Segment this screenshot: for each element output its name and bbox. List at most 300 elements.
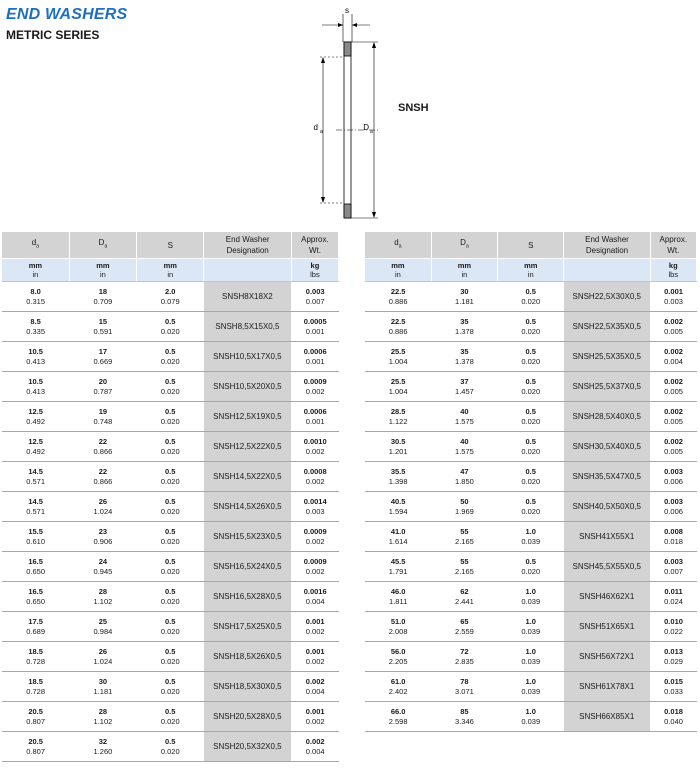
s-cell-primary: 0.5 bbox=[525, 496, 536, 506]
table-row bbox=[2, 312, 339, 342]
D-cell bbox=[431, 432, 497, 462]
washer-top-section bbox=[344, 42, 351, 56]
s-cell-primary: 1.0 bbox=[525, 586, 536, 596]
D-cell bbox=[431, 612, 497, 642]
designation-cell: SNSH40,5X50X0,5 bbox=[564, 492, 650, 522]
designation-cell: SNSH14,5X26X0,5 bbox=[204, 492, 291, 522]
weight-cell-secondary: 0.006 bbox=[664, 476, 683, 486]
weight-cell bbox=[291, 582, 338, 612]
d-cell-secondary: 0.413 bbox=[26, 356, 46, 366]
D-cell bbox=[431, 312, 497, 342]
weight-cell-primary: 0.002 bbox=[664, 406, 683, 416]
s-cell-primary: 0.5 bbox=[525, 376, 536, 386]
designation-cell: SNSH35,5X47X0,5 bbox=[564, 462, 650, 492]
weight-cell-primary: 0.002 bbox=[664, 316, 683, 326]
d-cell bbox=[365, 492, 431, 522]
d-cell-secondary: 1.811 bbox=[389, 596, 408, 606]
d-cell bbox=[2, 432, 69, 462]
s-cell bbox=[498, 312, 564, 342]
d-cell bbox=[365, 522, 431, 552]
table-row bbox=[2, 462, 339, 492]
s-cell bbox=[498, 432, 564, 462]
s-cell-secondary: 0.039 bbox=[521, 716, 541, 726]
col-outer-diameter: $D_a$ bbox=[431, 232, 497, 259]
weight-cell bbox=[650, 372, 696, 402]
s-cell-primary: 0.5 bbox=[525, 556, 536, 566]
D-cell bbox=[431, 672, 497, 702]
weight-cell-primary: 0.0010 bbox=[303, 436, 327, 446]
D-cell-secondary: 3.071 bbox=[455, 686, 474, 696]
weight-cell bbox=[650, 672, 696, 702]
D-cell-secondary: 2.165 bbox=[455, 566, 474, 576]
s-cell-secondary: 0.020 bbox=[160, 746, 180, 756]
designation-cell: SNSH14,5X22X0,5 bbox=[204, 462, 291, 492]
D-cell-primary: 47 bbox=[460, 466, 469, 476]
d-cell-secondary: 0.807 bbox=[26, 716, 46, 726]
D-cell-secondary: 1.024 bbox=[93, 656, 113, 666]
weight-cell bbox=[291, 282, 338, 312]
s-cell-primary: 0.5 bbox=[165, 736, 176, 746]
d-cell bbox=[365, 462, 431, 492]
s-cell-secondary: 0.039 bbox=[521, 656, 541, 666]
weight-cell bbox=[650, 462, 696, 492]
weight-cell bbox=[650, 282, 696, 312]
weight-cell bbox=[650, 342, 696, 372]
table-header-row bbox=[2, 232, 339, 259]
D-cell-primary: 55 bbox=[460, 556, 469, 566]
s-cell-secondary: 0.020 bbox=[160, 656, 180, 666]
d-cell-primary: 45.5 bbox=[390, 556, 406, 566]
d-cell-primary: 18.5 bbox=[28, 646, 43, 656]
table-body bbox=[2, 282, 339, 762]
d-cell bbox=[2, 642, 69, 672]
d-cell-secondary: 1.201 bbox=[388, 446, 408, 456]
Da-dim-label: D bbox=[363, 123, 369, 132]
table-row bbox=[365, 552, 697, 582]
s-cell bbox=[498, 672, 564, 702]
s-cell-secondary: 0.020 bbox=[160, 386, 180, 396]
s-cell-primary: 2.0 bbox=[165, 286, 176, 296]
designation-cell: SNSH25,5X37X0,5 bbox=[564, 372, 650, 402]
D-cell-primary: 55 bbox=[460, 526, 469, 536]
d-cell-primary: 14.5 bbox=[28, 496, 43, 506]
D-cell-secondary: 1.102 bbox=[93, 716, 113, 726]
D-cell-primary: 25 bbox=[98, 616, 108, 626]
s-cell-secondary: 0.020 bbox=[160, 716, 180, 726]
page-subtitle: METRIC SERIES bbox=[6, 28, 100, 42]
d-cell-primary: 12.5 bbox=[28, 436, 43, 446]
d-cell bbox=[2, 342, 69, 372]
weight-cell-secondary: 0.001 bbox=[305, 356, 325, 366]
D-cell-secondary: 1.378 bbox=[455, 356, 474, 366]
col-designation: End Washer Designation bbox=[564, 232, 650, 259]
d-cell bbox=[2, 582, 69, 612]
weight-cell-secondary: 0.002 bbox=[305, 716, 325, 726]
D-cell bbox=[69, 672, 136, 702]
s-cell-primary: 1.0 bbox=[525, 646, 536, 656]
weight-cell-primary: 0.008 bbox=[664, 526, 683, 536]
d-cell-secondary: 0.886 bbox=[388, 326, 408, 336]
weight-cell bbox=[291, 372, 338, 402]
D-cell-secondary: 1.575 bbox=[455, 416, 474, 426]
washer-bottom-section bbox=[344, 204, 351, 218]
weight-cell bbox=[291, 552, 338, 582]
designation-cell: SNSH22,5X30X0,5 bbox=[564, 282, 650, 312]
weight-cell-primary: 0.002 bbox=[305, 736, 325, 746]
d-cell-primary: 30.5 bbox=[390, 436, 406, 446]
d-cell-secondary: 0.610 bbox=[26, 536, 46, 546]
d-cell-secondary: 1.791 bbox=[388, 566, 408, 576]
s-cell-primary: 0.5 bbox=[165, 316, 176, 326]
d-cell-secondary: 0.413 bbox=[26, 386, 46, 396]
s-cell bbox=[498, 372, 564, 402]
D-cell bbox=[69, 492, 136, 522]
s-cell-primary: 0.5 bbox=[165, 496, 176, 506]
d-cell bbox=[365, 642, 431, 672]
D-cell-primary: 65 bbox=[460, 616, 469, 626]
D-cell-secondary: 1.102 bbox=[93, 596, 113, 606]
weight-cell bbox=[291, 432, 338, 462]
weight-cell-primary: 0.0006 bbox=[303, 406, 327, 416]
s-cell bbox=[498, 492, 564, 522]
weight-cell-secondary: 0.040 bbox=[664, 716, 683, 726]
s-cell-secondary: 0.020 bbox=[160, 536, 180, 546]
weight-cell-secondary: 0.024 bbox=[664, 596, 683, 606]
D-cell bbox=[431, 702, 497, 732]
d-cell-primary: 20.5 bbox=[28, 706, 43, 716]
d-cell-primary: 40.5 bbox=[390, 496, 406, 506]
d-cell-primary: 12.5 bbox=[28, 406, 43, 416]
col-outer-diameter: $D_a$ bbox=[69, 232, 136, 259]
s-cell-primary: 0.5 bbox=[165, 376, 176, 386]
table-row bbox=[365, 432, 697, 462]
unit-cell: mm in bbox=[365, 259, 431, 282]
col-thickness: S bbox=[137, 232, 204, 259]
designation-cell: SNSH20,5X32X0,5 bbox=[204, 732, 291, 762]
weight-cell-secondary: 0.001 bbox=[305, 416, 325, 426]
d-cell-secondary: 1.004 bbox=[388, 386, 408, 396]
s-cell-primary: 0.5 bbox=[165, 556, 176, 566]
s-cell bbox=[498, 522, 564, 552]
s-cell-secondary: 0.020 bbox=[160, 476, 180, 486]
table-header-row bbox=[365, 232, 697, 259]
weight-cell-secondary: 0.002 bbox=[305, 476, 325, 486]
s-cell bbox=[498, 342, 564, 372]
s-cell-primary: 1.0 bbox=[525, 616, 536, 626]
s-cell bbox=[498, 402, 564, 432]
d-cell bbox=[365, 282, 431, 312]
d-cell bbox=[2, 372, 69, 402]
col-weight: Approx. Wt. bbox=[650, 232, 696, 259]
weight-cell bbox=[650, 522, 696, 552]
designation-cell: SNSH16,5X24X0,5 bbox=[204, 552, 291, 582]
D-cell-secondary: 2.165 bbox=[455, 536, 474, 546]
D-cell-primary: 26 bbox=[98, 646, 108, 656]
D-cell-secondary: 1.378 bbox=[455, 326, 474, 336]
s-cell-secondary: 0.020 bbox=[521, 356, 541, 366]
table-row bbox=[2, 702, 339, 732]
s-cell bbox=[137, 642, 204, 672]
D-cell-primary: 62 bbox=[460, 586, 469, 596]
s-cell-secondary: 0.020 bbox=[521, 386, 541, 396]
D-cell-primary: 37 bbox=[460, 376, 469, 386]
D-cell-secondary: 0.866 bbox=[93, 446, 113, 456]
D-cell-secondary: 0.748 bbox=[93, 416, 113, 426]
s-cell bbox=[498, 582, 564, 612]
d-cell-secondary: 0.807 bbox=[26, 746, 46, 756]
da-dim-label: d bbox=[313, 123, 318, 132]
table-row bbox=[365, 342, 697, 372]
weight-cell bbox=[291, 462, 338, 492]
weight-cell-secondary: 0.005 bbox=[664, 446, 683, 456]
d-cell-secondary: 0.492 bbox=[26, 446, 46, 456]
d-cell bbox=[365, 432, 431, 462]
s-cell bbox=[137, 432, 204, 462]
s-cell-primary: 0.5 bbox=[165, 616, 176, 626]
table-row bbox=[365, 492, 697, 522]
d-cell-secondary: 1.004 bbox=[388, 356, 408, 366]
D-cell-primary: 19 bbox=[98, 406, 108, 416]
d-cell-primary: 8.5 bbox=[30, 316, 41, 326]
d-cell bbox=[365, 342, 431, 372]
col-designation: End Washer Designation bbox=[204, 232, 291, 259]
weight-cell-primary: 0.002 bbox=[305, 676, 325, 686]
d-cell-primary: 16.5 bbox=[28, 556, 43, 566]
designation-cell: SNSH51X65X1 bbox=[564, 612, 650, 642]
s-cell-secondary: 0.020 bbox=[521, 296, 541, 306]
designation-cell: SNSH10,5X20X0,5 bbox=[204, 372, 291, 402]
D-cell-secondary: 1.969 bbox=[455, 506, 474, 516]
weight-cell bbox=[650, 432, 696, 462]
weight-cell-secondary: 0.007 bbox=[664, 566, 683, 576]
d-cell-primary: 16.5 bbox=[28, 586, 43, 596]
weight-cell-primary: 0.0006 bbox=[303, 346, 327, 356]
col-inner-diameter: $d_a$ bbox=[365, 232, 431, 259]
d-cell-secondary: 0.335 bbox=[26, 326, 46, 336]
D-cell-primary: 35 bbox=[460, 316, 469, 326]
weight-cell-secondary: 0.002 bbox=[305, 446, 325, 456]
s-cell-secondary: 0.039 bbox=[521, 536, 541, 546]
D-cell-secondary: 0.669 bbox=[93, 356, 113, 366]
s-cell-secondary: 0.020 bbox=[160, 416, 180, 426]
d-cell bbox=[2, 492, 69, 522]
D-cell-secondary: 1.024 bbox=[93, 506, 113, 516]
table-row bbox=[2, 522, 339, 552]
weight-cell-primary: 0.015 bbox=[664, 676, 683, 686]
D-cell-primary: 23 bbox=[98, 526, 108, 536]
weight-cell bbox=[291, 702, 338, 732]
d-cell-secondary: 1.614 bbox=[388, 536, 408, 546]
d-cell bbox=[2, 522, 69, 552]
s-cell-secondary: 0.020 bbox=[521, 326, 541, 336]
s-cell-secondary: 0.020 bbox=[521, 446, 541, 456]
weight-cell bbox=[650, 552, 696, 582]
weight-cell-primary: 0.011 bbox=[664, 586, 683, 596]
d-cell-secondary: 0.650 bbox=[26, 566, 46, 576]
d-cell-primary: 35.5 bbox=[390, 466, 406, 476]
weight-cell-secondary: 0.018 bbox=[664, 536, 683, 546]
D-cell bbox=[69, 402, 136, 432]
weight-cell-primary: 0.002 bbox=[664, 436, 683, 446]
weight-cell-primary: 0.003 bbox=[664, 496, 683, 506]
s-cell-primary: 0.5 bbox=[165, 346, 176, 356]
s-cell-primary: 0.5 bbox=[165, 646, 176, 656]
da-arrowhead-bottom bbox=[321, 197, 325, 203]
D-cell bbox=[431, 522, 497, 552]
d-cell-primary: 25.5 bbox=[390, 346, 406, 356]
d-cell bbox=[365, 612, 431, 642]
D-cell bbox=[431, 282, 497, 312]
table-row bbox=[2, 342, 339, 372]
d-cell-secondary: 0.886 bbox=[388, 296, 408, 306]
weight-cell-secondary: 0.005 bbox=[664, 326, 683, 336]
weight-cell-primary: 0.001 bbox=[664, 286, 683, 296]
weight-cell bbox=[650, 492, 696, 522]
designation-cell: SNSH18,5X30X0,5 bbox=[204, 672, 291, 702]
designation-cell: SNSH22,5X35X0,5 bbox=[564, 312, 650, 342]
weight-cell bbox=[650, 312, 696, 342]
designation-cell: SNSH56X72X1 bbox=[564, 642, 650, 672]
weight-cell-primary: 0.003 bbox=[305, 286, 325, 296]
d-cell bbox=[365, 702, 431, 732]
D-cell bbox=[69, 552, 136, 582]
d-cell-primary: 46.0 bbox=[390, 586, 406, 596]
weight-cell-secondary: 0.029 bbox=[664, 656, 683, 666]
weight-cell-secondary: 0.007 bbox=[305, 296, 325, 306]
s-cell-secondary: 0.039 bbox=[521, 686, 541, 696]
table-row bbox=[2, 582, 339, 612]
weight-cell-secondary: 0.005 bbox=[664, 416, 683, 426]
D-cell-primary: 26 bbox=[98, 496, 108, 506]
designation-cell: SNSH15,5X23X0,5 bbox=[204, 522, 291, 552]
d-cell bbox=[2, 672, 69, 702]
s-cell-primary: 0.5 bbox=[525, 436, 536, 446]
D-cell-secondary: 0.866 bbox=[93, 476, 113, 486]
unit-cell bbox=[564, 259, 650, 282]
designation-cell: SNSH12,5X19X0,5 bbox=[204, 402, 291, 432]
table-row bbox=[2, 672, 339, 702]
d-cell bbox=[2, 552, 69, 582]
weight-cell-secondary: 0.005 bbox=[664, 386, 683, 396]
s-cell-primary: 0.5 bbox=[165, 406, 176, 416]
weight-cell-secondary: 0.002 bbox=[305, 566, 325, 576]
D-cell bbox=[69, 522, 136, 552]
unit-cell: mm in bbox=[498, 259, 564, 282]
s-cell bbox=[498, 462, 564, 492]
D-cell bbox=[69, 282, 136, 312]
s-cell bbox=[137, 522, 204, 552]
D-cell-secondary: 2.441 bbox=[455, 596, 474, 606]
s-cell bbox=[137, 582, 204, 612]
weight-cell bbox=[291, 672, 338, 702]
s-cell bbox=[137, 552, 204, 582]
D-cell-secondary: 0.591 bbox=[93, 326, 113, 336]
d-cell-secondary: 0.728 bbox=[26, 686, 46, 696]
weight-cell-secondary: 0.003 bbox=[664, 296, 683, 306]
weight-cell-primary: 0.010 bbox=[664, 616, 683, 626]
D-cell bbox=[431, 492, 497, 522]
s-cell bbox=[137, 462, 204, 492]
weight-cell-primary: 0.0016 bbox=[303, 586, 327, 596]
Da-dim-sub: a bbox=[370, 129, 373, 135]
d-cell-primary: 66.0 bbox=[390, 706, 406, 716]
Da-arrowhead-bottom bbox=[372, 212, 376, 218]
weight-cell bbox=[650, 702, 696, 732]
D-cell-secondary: 2.835 bbox=[455, 656, 474, 666]
weight-cell-secondary: 0.022 bbox=[664, 626, 683, 636]
D-cell bbox=[431, 342, 497, 372]
designation-cell: SNSH18,5X26X0,5 bbox=[204, 642, 291, 672]
D-cell-primary: 28 bbox=[98, 586, 108, 596]
s-cell bbox=[498, 642, 564, 672]
designation-cell: SNSH17,5X25X0,5 bbox=[204, 612, 291, 642]
D-cell-primary: 32 bbox=[98, 736, 108, 746]
table-row bbox=[2, 372, 339, 402]
s-cell bbox=[137, 732, 204, 762]
D-cell bbox=[69, 372, 136, 402]
designation-cell: SNSH66X85X1 bbox=[564, 702, 650, 732]
d-cell-primary: 22.5 bbox=[390, 316, 406, 326]
d-cell-primary: 25.5 bbox=[390, 376, 406, 386]
unit-cell: kg lbs bbox=[291, 259, 338, 282]
D-cell bbox=[69, 432, 136, 462]
d-cell-primary: 56.0 bbox=[390, 646, 406, 656]
s-cell-secondary: 0.020 bbox=[160, 596, 180, 606]
page-title: END WASHERS bbox=[6, 6, 128, 23]
unit-cell: mm in bbox=[431, 259, 497, 282]
spec-table-right bbox=[365, 232, 697, 732]
s-cell-secondary: 0.039 bbox=[521, 596, 541, 606]
unit-cell bbox=[204, 259, 291, 282]
designation-cell: SNSH20,5X28X0,5 bbox=[204, 702, 291, 732]
d-cell-secondary: 0.492 bbox=[26, 416, 46, 426]
s-cell-primary: 1.0 bbox=[525, 706, 536, 716]
d-cell bbox=[365, 372, 431, 402]
weight-cell-primary: 0.0009 bbox=[303, 376, 327, 386]
s-cell bbox=[137, 492, 204, 522]
table-row bbox=[365, 372, 697, 402]
d-cell bbox=[365, 582, 431, 612]
designation-cell: SNSH16,5X28X0,5 bbox=[204, 582, 291, 612]
designation-cell: SNSH45,5X55X0,5 bbox=[564, 552, 650, 582]
D-cell bbox=[431, 582, 497, 612]
D-cell-primary: 30 bbox=[98, 676, 108, 686]
s-cell-primary: 0.5 bbox=[525, 346, 536, 356]
D-cell bbox=[431, 642, 497, 672]
table-row bbox=[2, 402, 339, 432]
table-row bbox=[2, 282, 339, 312]
table-row bbox=[2, 732, 339, 762]
s-cell-secondary: 0.020 bbox=[160, 356, 180, 366]
s-cell-primary: 0.5 bbox=[525, 406, 536, 416]
d-cell-primary: 8.0 bbox=[30, 286, 41, 296]
D-cell bbox=[69, 732, 136, 762]
D-cell-primary: 78 bbox=[460, 676, 469, 686]
D-cell-primary: 35 bbox=[460, 346, 469, 356]
s-cell bbox=[137, 312, 204, 342]
table-row bbox=[365, 672, 697, 702]
D-cell-secondary: 1.850 bbox=[455, 476, 474, 486]
Da-arrowhead-top bbox=[372, 42, 376, 48]
s-cell-secondary: 0.020 bbox=[521, 506, 541, 516]
d-cell-primary: 61.0 bbox=[390, 676, 406, 686]
units-row bbox=[2, 259, 339, 282]
s-cell bbox=[498, 282, 564, 312]
weight-cell bbox=[650, 612, 696, 642]
s-cell-secondary: 0.020 bbox=[160, 506, 180, 516]
s-cell-secondary: 0.020 bbox=[521, 566, 541, 576]
table-row bbox=[2, 642, 339, 672]
